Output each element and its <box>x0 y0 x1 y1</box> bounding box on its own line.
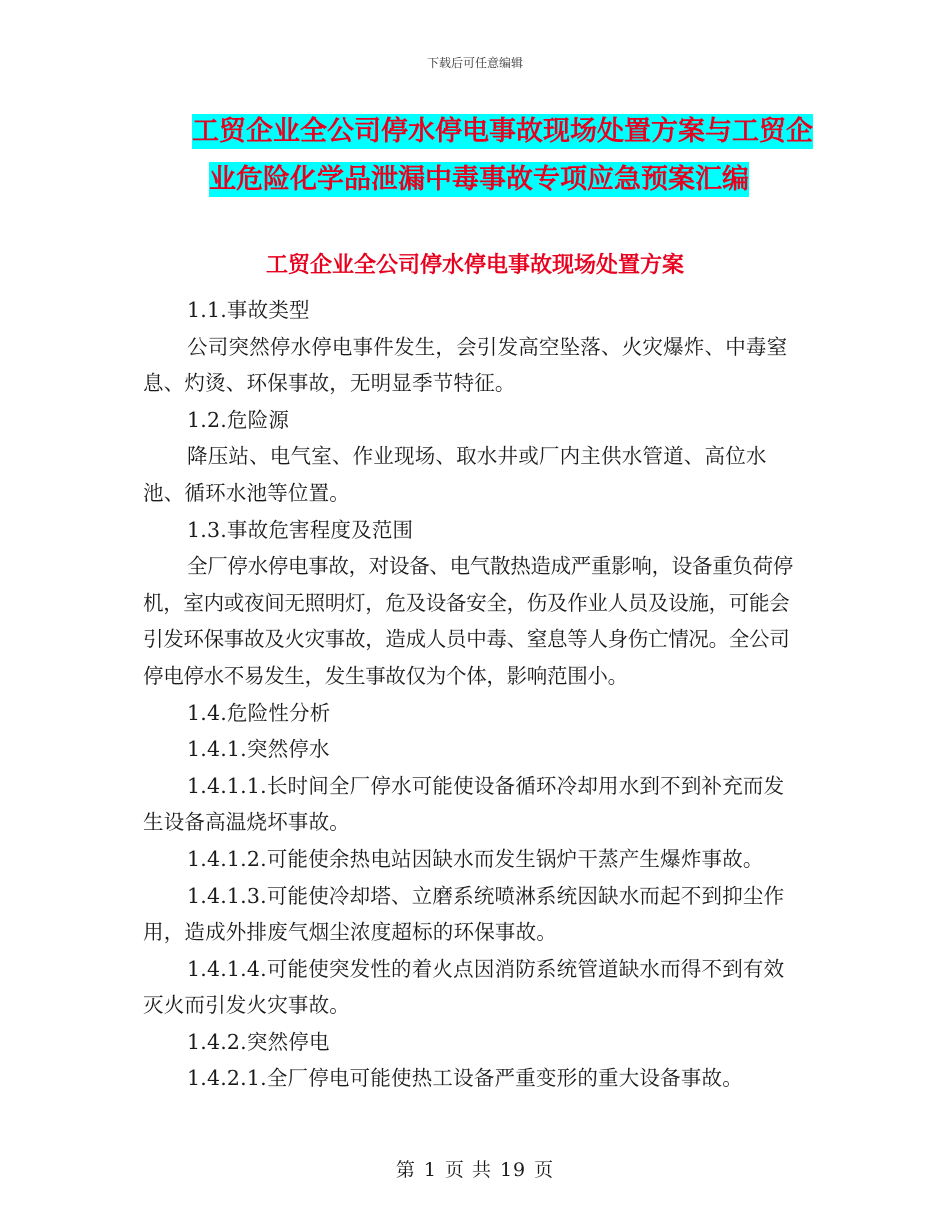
paragraph-1-4-1-4: 1.4.1.4.可能使突发性的着火点因消防系统管道缺水而得不到有效灭火而引发火灾事故。 <box>143 956 785 1018</box>
main-title-line-1 <box>145 108 815 156</box>
paragraph-1-4-1-3: 1.4.1.3.可能使冷却塔、立磨系统喷淋系统因缺水而起不到抑尘作用，造成外排废气烟尘浓度超标的环保事故。 <box>143 883 785 945</box>
heading-1-2: 1.2.危险源 <box>187 407 290 432</box>
main-title-line-2 <box>145 156 815 204</box>
footer-middle: 页 共 <box>444 1159 492 1181</box>
footer-page-number: 1 <box>423 1159 437 1181</box>
footer-suffix: 页 <box>534 1159 555 1181</box>
footer-prefix: 第 <box>395 1159 416 1181</box>
header-note: 下载后可任意编辑 <box>426 56 523 70</box>
section-title: 工贸企业全公司停水停电事故现场处置方案 <box>265 253 684 278</box>
heading-1-3: 1.3.事故危害程度及范围 <box>187 517 414 542</box>
page-footer <box>0 1155 950 1182</box>
heading-1-1: 1.1.事故类型 <box>187 298 310 322</box>
main-title <box>145 108 815 204</box>
heading-1-4-1: 1.4.1.突然停水 <box>187 737 330 762</box>
footer-total-pages: 19 <box>499 1159 527 1181</box>
paragraph-hazard-source: 降压站、电气室、作业现场、取水井或厂内主供水管道、高位水池、循环水池等位置。 <box>143 444 767 505</box>
paragraph-harm-scope: 全厂停水停电事故，对设备、电气散热造成严重影响，设备重负荷停机，室内或夜间无照明灯，危及设备安全，伤及作业人员及设施，可能会引发环保事故及火灾事故，造成人员中毒、窒息等人身伤亡情况。全公司停电停水不易发生，发生事故仅为个体，影响范围小。 <box>143 554 793 688</box>
main-title-line-2-text: 业危险化学品泄漏中毒事故专项应急预案汇编 <box>209 164 749 195</box>
body-text <box>143 292 803 1097</box>
heading-1-4-2: 1.4.2.突然停电 <box>187 1029 330 1054</box>
main-title-line-1-text: 工贸企业全公司停水停电事故现场处置方案与工贸企 <box>192 116 813 147</box>
paragraph-1-4-1-1: 1.4.1.1.长时间全厂停水可能使设备循环冷却用水到不到补充而发生设备高温烧坏事故。 <box>143 773 785 835</box>
paragraph-1-4-2-1: 1.4.2.1.全厂停电可能使热工设备严重变形的重大设备事故。 <box>187 1066 743 1091</box>
paragraph-accident-type: 公司突然停水停电事件发生，会引发高空坠落、火灾爆炸、中毒窒息、灼烫、环保事故，无明显季节特征。 <box>143 334 788 396</box>
paragraph-1-4-1-2: 1.4.1.2.可能使余热电站因缺水而发生锅炉干蒸产生爆炸事故。 <box>187 846 764 871</box>
heading-1-4: 1.4.危险性分析 <box>187 700 331 725</box>
